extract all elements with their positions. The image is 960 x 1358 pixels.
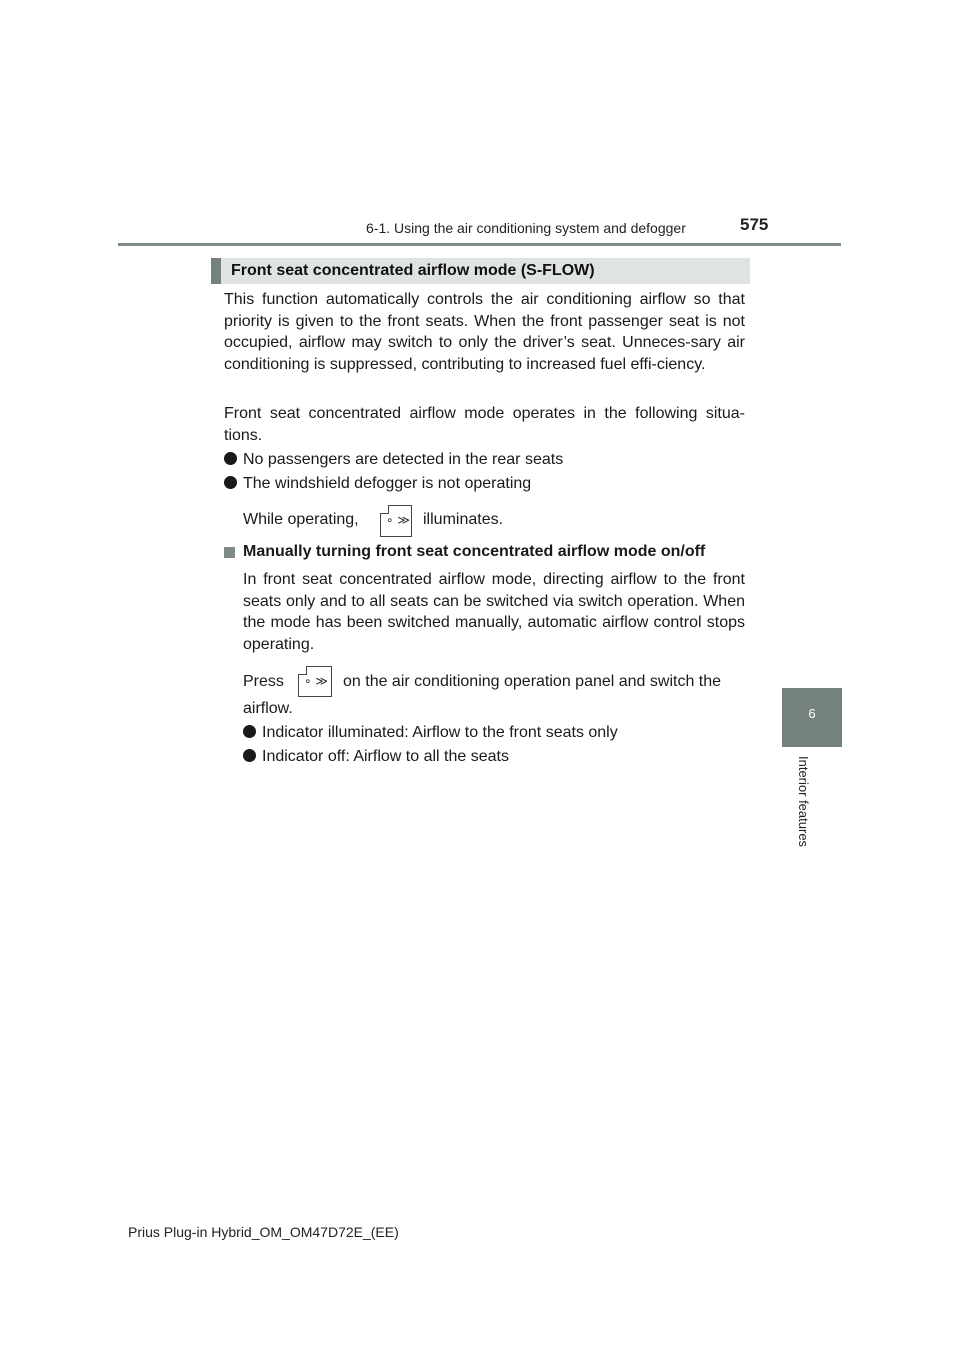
list-item <box>243 746 618 768</box>
airflow-glyph-icon: ∘ ≫ <box>304 674 328 688</box>
chapter-label: Interior features <box>796 756 811 848</box>
subsection-heading <box>224 543 705 561</box>
press-end: airflow. <box>243 700 293 717</box>
condition-list <box>224 449 563 495</box>
section-heading-bar <box>211 258 221 284</box>
section-heading <box>211 258 750 284</box>
list-item-text: The windshield defogger is not operating <box>243 475 532 492</box>
header-rule <box>118 243 841 246</box>
s-flow-switch-icon <box>380 505 412 537</box>
chapter-number: 6 <box>808 706 816 721</box>
list-item-text: Indicator illuminated: Airflow to the front seats only <box>262 724 618 741</box>
press-prefix: Press <box>243 673 284 690</box>
s-flow-button-icon <box>298 666 332 697</box>
operating-prefix: While operating, <box>243 511 359 528</box>
bullet-icon <box>224 476 237 489</box>
list-item-text: Indicator off: Airflow to all the seats <box>262 748 509 765</box>
footer-doc-id: Prius Plug-in Hybrid_OM_OM47D72E_(EE) <box>128 1224 399 1240</box>
list-item-text: No passengers are detected in the rear seats <box>243 451 564 468</box>
bullet-icon <box>243 725 256 738</box>
bullet-icon <box>224 452 237 465</box>
bullet-icon <box>243 749 256 762</box>
manual-mode-paragraph: In front seat concentrated airflow mode, directing airflow to the front seats only and to all seats can be switched via switch operation. When the mode has been switched manually, automatic airflow control stops operating. <box>243 571 745 653</box>
subsection-title: Manually turning front seat concentrated airflow mode on/off <box>243 543 706 560</box>
list-item <box>224 473 563 495</box>
airflow-glyph-icon: ∘ ≫ <box>386 513 410 527</box>
list-item <box>224 449 563 471</box>
intro-paragraph: This function automatically controls the air conditioning airflow so that priority is given to the front seats. When the front passenger seat is not occupied, airflow may switch to only the driver’s seat. Unneces-sary air conditioning is suppressed, contributing to increased fuel effi-ciency. <box>224 291 745 373</box>
press-suffix: on the air conditioning operation panel and switch the <box>343 673 722 690</box>
conditions-paragraph: Front seat concentrated airflow mode operates in the following situa-tions. <box>224 405 745 444</box>
indicator-list <box>243 722 618 768</box>
operating-suffix: illuminates. <box>423 511 504 528</box>
list-item <box>243 722 618 744</box>
square-bullet-icon <box>224 547 235 558</box>
running-header-title: 6-1. Using the air conditioning system and defogger <box>366 220 686 236</box>
page-number: 575 <box>740 215 769 234</box>
section-title: Front seat concentrated airflow mode (S-FLOW) <box>231 262 595 279</box>
